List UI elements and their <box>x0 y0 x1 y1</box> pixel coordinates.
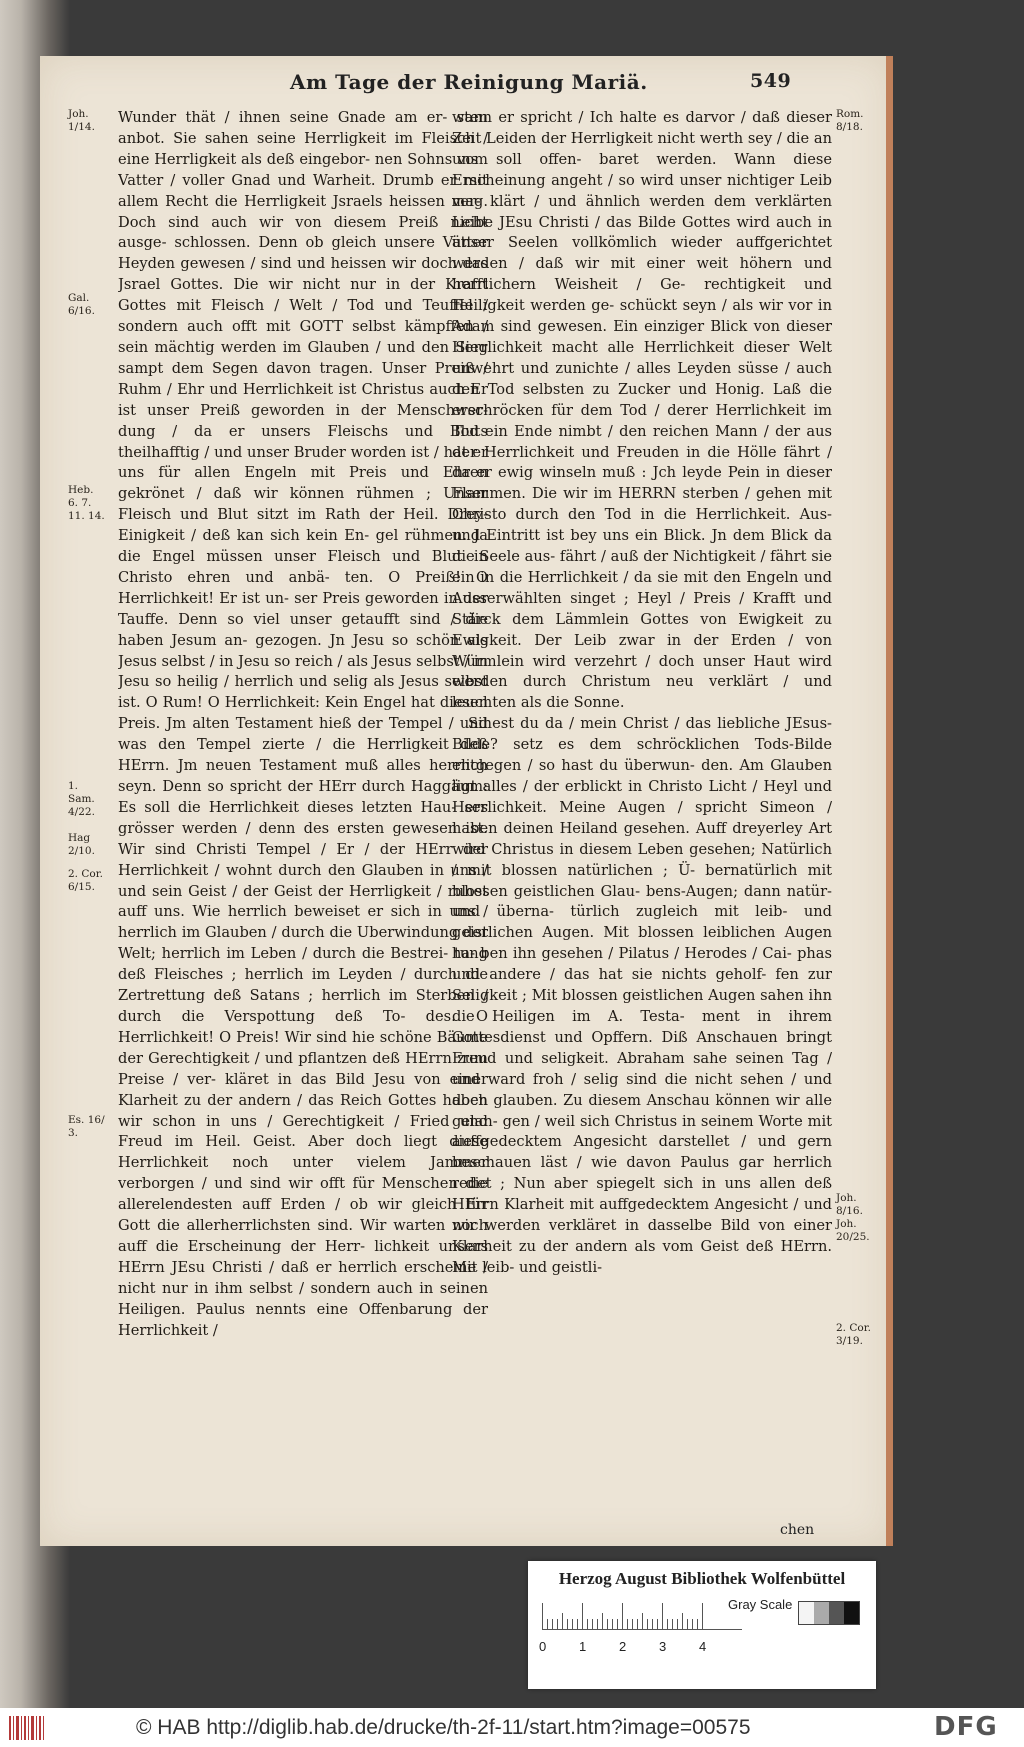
ruler-number: 3 <box>659 1639 667 1654</box>
scale-ruler <box>542 1603 742 1630</box>
margin-ref: Joh. 1/14. <box>68 108 95 133</box>
page-heading: Am Tage der Reinigung Mariä. <box>290 70 648 94</box>
color-calibration-label <box>528 1561 876 1689</box>
running-head <box>40 70 890 100</box>
page-number: 549 <box>750 70 792 92</box>
left-paragraph: Wunder thät / ihnen seine Gnade am er- sten anbot. Sie sahen seine Herrligkeit im Fleisch / eine Herrligkeit als deß eingebor- nen Sohns vom Vatter / voller Gnad und Warheit. Drumb er mit allem Recht die Herrligkeit Jsraels heissen mag. Doch sind auch wir von diesem Preiß nicht ausge- schlossen. Denn ob gleich unsere Vätter Heyden gewesen / sind und heissen wir doch das Jsrael Gottes. Die wir nicht nur in der Krafft Gottes mit Fleisch / Welt / Tod und Teuffel / sondern auch offt mit GOTT selbst kämpffen / sein mächtig werden im Glauben / und den Sieg sampt dem Segen davon tragen. Unser Preiß / Ruhm / Ehr und Herrlichkeit ist Christus auch Er ist unser Preiß geworden in der Menschwer- dung / da er unsers Fleischs und Bluts theilhafftig / und unser Bruder worden ist / hat er uns für allen Engeln mit Preis und Ehren gekrönet / daß wir können rühmen ; Unser Fleisch und Blut sitzt im Rath der Heil. Drey-Einigkeit / deß kan sich kein En- gel rühmen. Ja die Engel müssen unser Fleisch und Blut in Christo ehren und anbä- ten. O Preiß! O Herrlichkeit! Er ist un- ser Preis geworden in der Tauffe. Denn so viel unser getaufft sind / die haben Jesum an- gezogen. Jn Jesu so schön als Jesus selbst / in Jesu so reich / als Jesus selbst / in Jesu so heilig / herrlich und selig als Jesus selbst ist. O Rum! O Herrlichkeit: Kein Engel hat diesen Preis. Jm alten Testament hieß der Tempel / und was den Tempel zierte / die Herrligkeit deß HErrn. Jm neuen Testament muß alles herrlich seyn. Denn so spricht der HErr durch Haggäum: Es soll die Herrlichkeit dieses letzten Hau- ses grösser werden / denn des ersten gewesen ist. Wir sind Christi Tempel / Er / der HErr der Herrlichkeit / wohnt durch den Glauben in uns / und sein Geist / der Geist der Herrligkeit / ruhet auff uns. Wie herrlich beweiset er sich in uns / herrlich im Glauben / durch die Uberwindung der Welt; herrlich im Leben / durch die Bestrei- tung deß Fleisches ; herrlich im Leyden / durch die Zertrettung deß Satans ; herrlich im Sterben / durch die Verspottung deß To- des. O Herrlichkeit! O Preis! Wir sind hie schöne Bäume der Gerechtigkeit / und pflantzen deß HErrn zum Preise / ver- kläret in das Bild Jesu von einer Klarheit zu der andern / das Reich Gottes haben wir schon in uns / Gerechtigkeit / Fried und Freud im Heil. Geist. Aber doch liegt diese Herrlichkeit noch unter vielem Jammer verborgen / und sind wir offt für Menschen die allerelendesten auff Erden / ob wir gleich für Gott die allerherrlichsten sind. Wir warten noch auff die Erscheinung der Herr- lichkeit unsers HErrn JEsu Christi / daß er herrlich erscheine / nicht nur in ihm selbst / sondern auch in seinen Heiligen. Paulus nennts eine Offenbarung der Herrlichkeit / <box>118 109 488 1339</box>
margin-ref: Es. 16/ 3. <box>68 1114 105 1139</box>
footer-bar <box>0 1708 1024 1747</box>
margin-ref: Joh. 8/16. Joh. 20/25. <box>836 1192 870 1243</box>
margin-ref: Gal. 6/16. <box>68 292 95 317</box>
margin-ref: Heb. 6. 7. 11. 14. <box>68 484 105 522</box>
copyright-link[interactable]: © HAB http://diglib.hab.de/drucke/th-2f-11/start.htm?image=00575 <box>136 1716 751 1739</box>
gray-scale-label: Gray Scale <box>728 1597 793 1612</box>
page-edge <box>886 56 893 1546</box>
ruler-number: 2 <box>619 1639 627 1654</box>
margin-ref: 1. Sam. 4/22. <box>68 780 95 818</box>
margin-ref: 2. Cor. 3/19. <box>836 1322 871 1347</box>
catchword: chen <box>780 1522 815 1538</box>
dfg-logo: DFG <box>934 1712 998 1742</box>
right-paragraph-1: wann er spricht / Ich halte es darvor / daß dieser Zeit Leiden der Herrligkeit nicht werth sey / die an uns soll offen- baret werden. Wann diese Erscheinung angeht / so wird unser nichtiger Leib ver- klärt / und ähnlich werden dem verklärten Leibe JEsu Christi / das Bilde Gottes wird auch in unser Seelen vollkömlich wieder auffgerichtet werden / daß wir mit einer weit höhern und herrlichern Weisheit / Ge- rechtigkeit und Heiligkeit werden ge- schückt seyn / als wir vor in Adam sind gewesen. Ein einziger Blick von dieser Herrlichkeit macht alle Herrlichkeit dieser Welt unwehrt und zunichte / alles Leyden süsse / auch den Tod selbsten zu Zucker und Honig. Laß die erschröcken für dem Tod / derer Herrlichkeit im Tod ein Ende nimbt / den reichen Mann / der aus der Herrlichkeit und Freuden in die Hölle fährt / da er ewig winseln muß : Jch leyde Pein in dieser Flammen. Die wir im HERRN sterben / gehen mit Christo durch den Tod in die Herrlichkeit. Aus- und Eintritt ist bey uns ein Blick. Jn dem Blick da die Seele aus- fährt / auß der Nichtigkeit / fährt sie ein in die Herrlichkeit / da sie mit den Engeln und Ausserwählten singet ; Heyl / Preis / Krafft und Stärck dem Lämmlein Gottes von Ewigkeit zu Ewigkeit. Der Leib zwar in der Erden / von Würmlein wird verzehrt / doch unser Haut wird werden durch Christum neu verklärt / und leuchten als die Sonne. <box>452 109 832 712</box>
margin-ref: Rom. 8/18. <box>836 108 864 133</box>
ruler-number: 4 <box>699 1639 707 1654</box>
ruler-number: 1 <box>579 1639 587 1654</box>
ruler-number: 0 <box>539 1639 547 1654</box>
book-page <box>40 56 890 1546</box>
right-paragraph-2: Sihest du da / mein Christ / das liebliche JEsus-Bilde? setz es dem schröcklichen Tods-Bilde entgegen / so hast du überwun- den. Am Glauben ligt alles / der erblickt in Christo Licht / Heyl und Herrlichkeit. Meine Augen / spricht Simeon / haben deinen Heiland gesehen. Auff dreyerley Art wird Christus in diesem Leben gesehen; Natürlich / mit blossen natürlichen ; Ü- bernatürlich mit blossen geistlichen Glau- bens-Augen; dann natür- und überna- türlich zugleich mit leib- und geistlichen Augen. Mit blossen leiblichen Augen ha- ben ihn gesehen / Pilatus / Herodes / Cai- phas und andere / das hat sie nichts geholf- fen zur Seligkeit ; Mit blossen geistlichen Augen sahen ihn die Heiligen im A. Testa- ment in ihrem Gottesdienst und Opffern. Diß Anschauen bringt Freud und seligkeit. Abraham sahe seinen Tag / und ward froh / selig sind die nicht sehen / und doch glauben. Zu diesem Anschau können wir alle gelan- gen / weil sich Christus in seinem Worte mit auffgedecktem Angesicht darstellet / und gern beschauen läst / wie davon Paulus gar herrlich redet ; Nun aber spiegelt sich in uns allen deß HErrn Klarheit mit auffgedecktem Angesicht / und wir werden verkläret in dasselbe Bild von einer Klarheit zu der andern als vom Geist deß HErrn. Mit leib- und geistli- <box>452 715 832 1276</box>
library-name: Herzog August Bibliothek Wolfenbüttel <box>558 1569 846 1588</box>
margin-ref: 2. Cor. 6/15. <box>68 868 103 893</box>
gray-scale-swatch <box>798 1601 860 1625</box>
barcode-icon <box>8 1714 46 1742</box>
right-column <box>452 108 832 1518</box>
left-column <box>118 108 488 1518</box>
margin-ref: Hag 2/10. <box>68 832 95 857</box>
